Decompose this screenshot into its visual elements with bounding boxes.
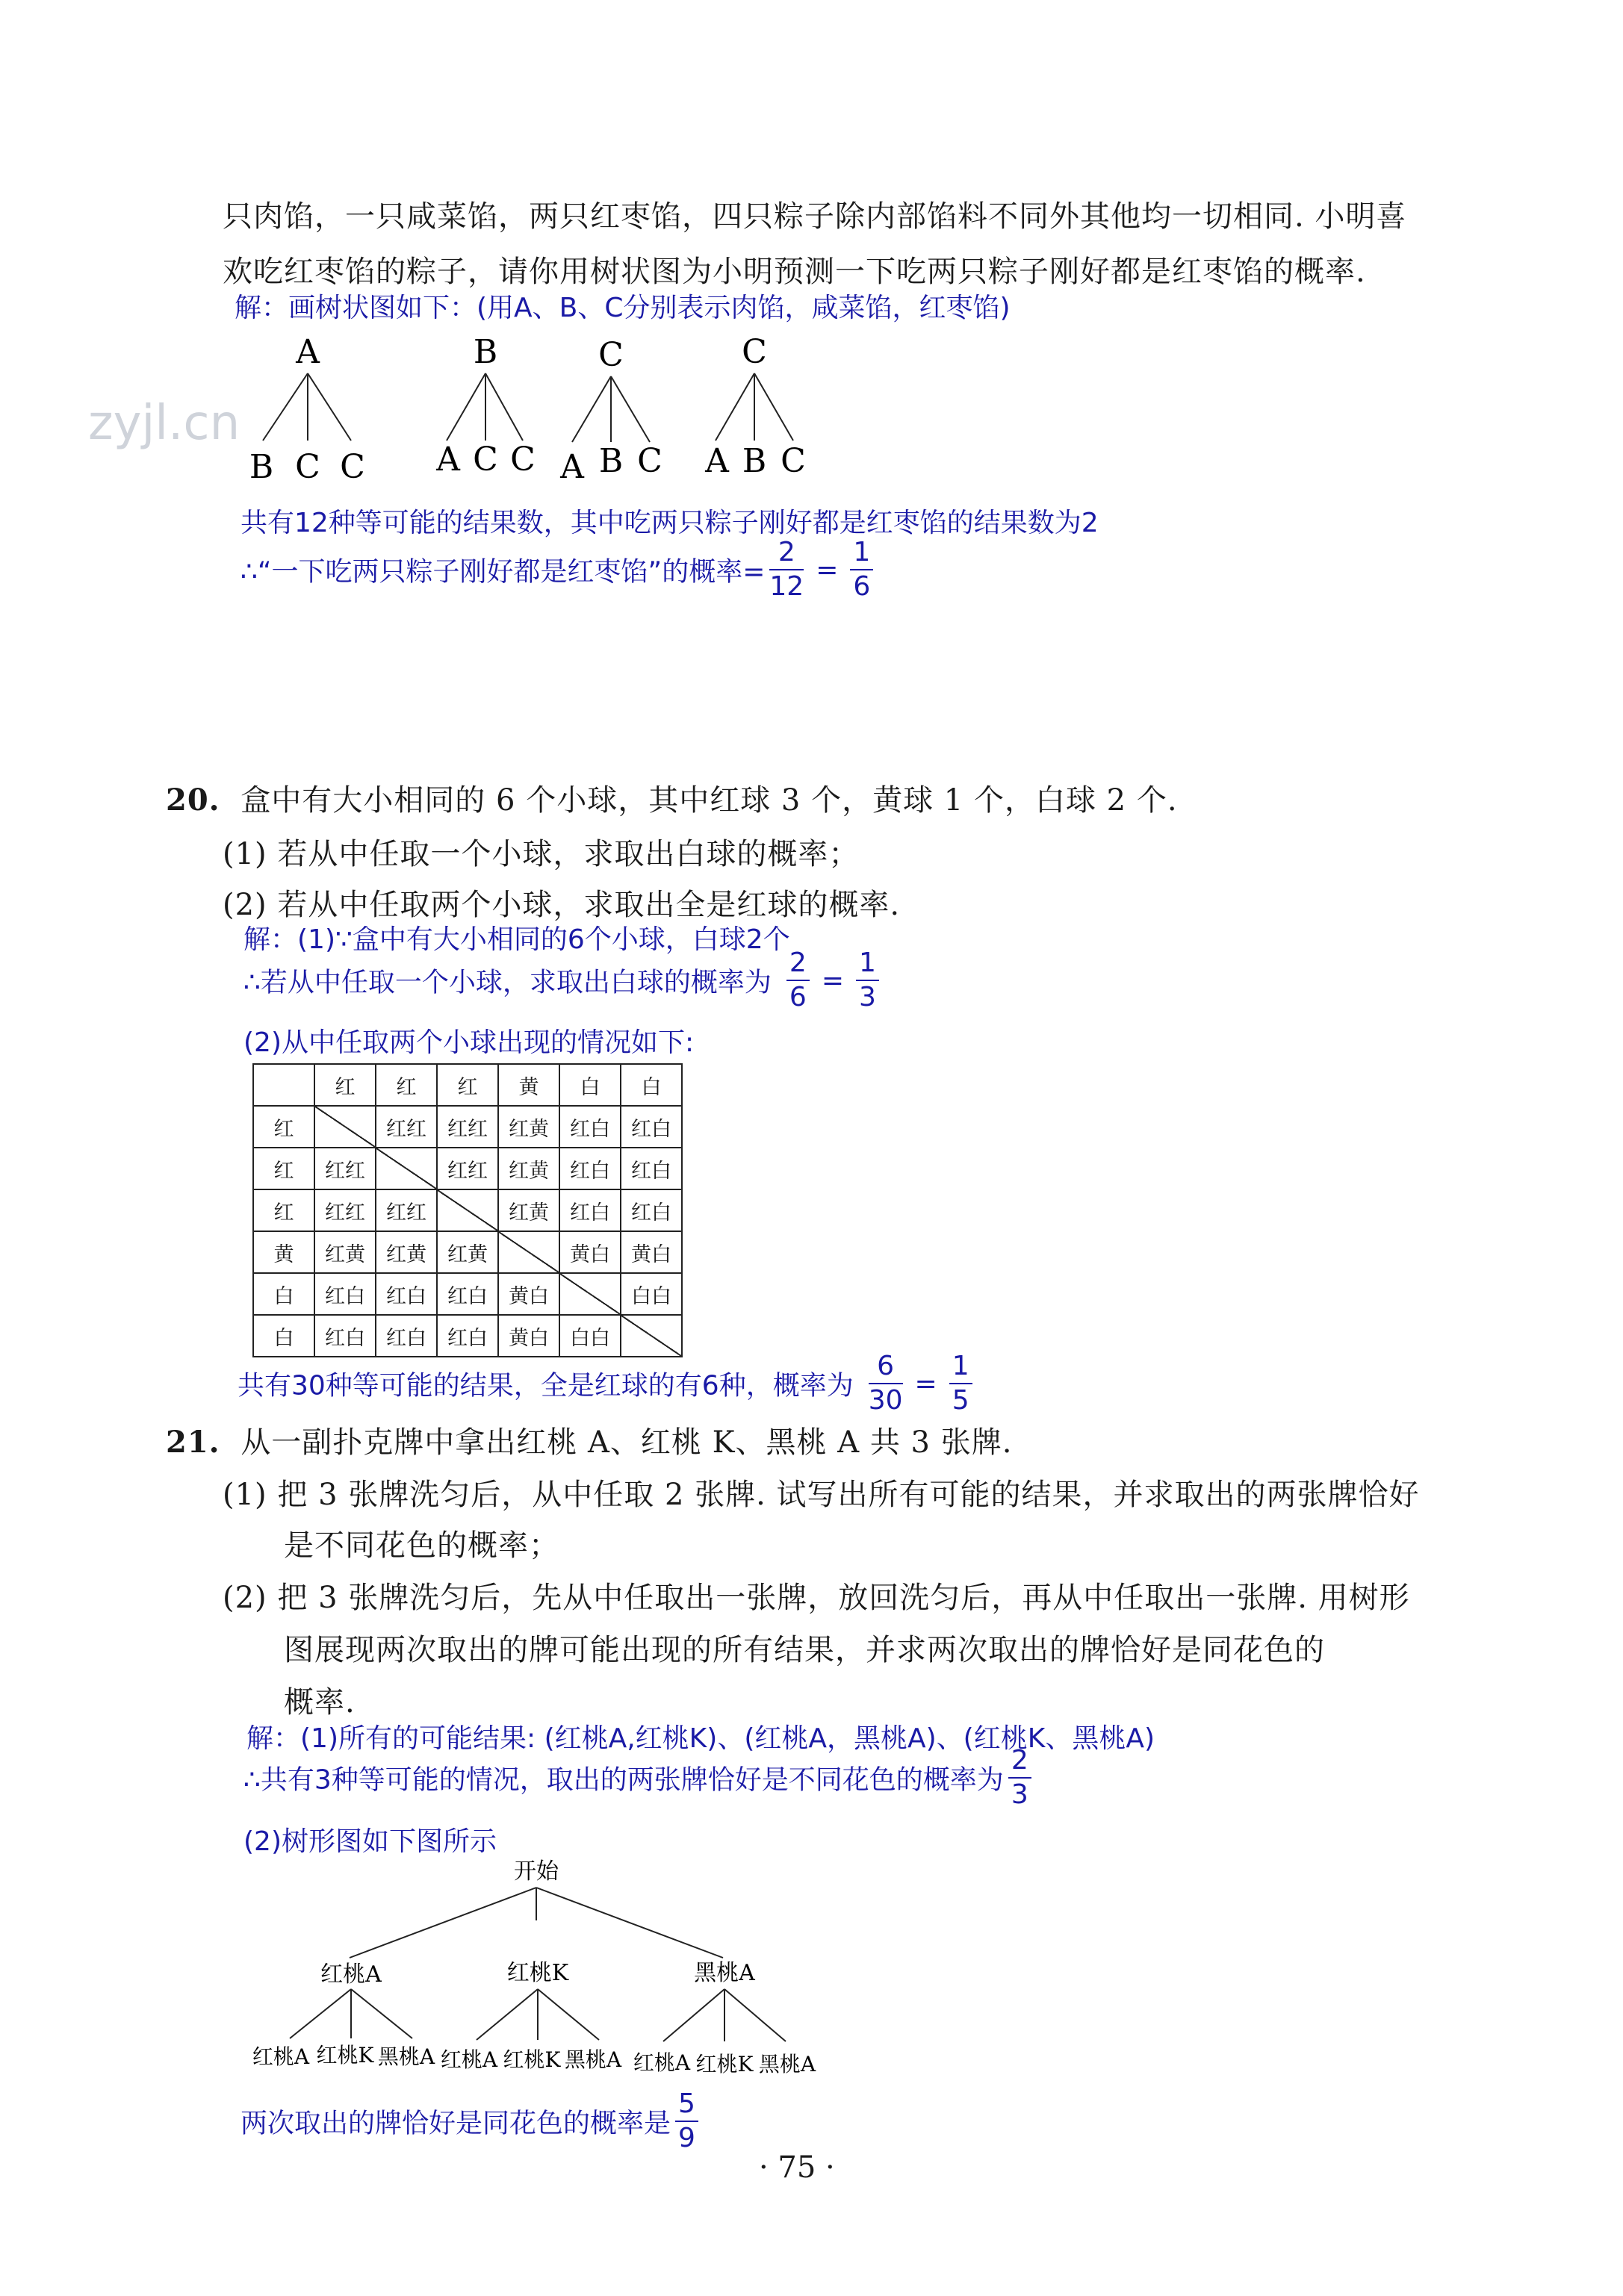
- table-cell: [253, 1064, 314, 1106]
- q21-fraction-2-numerator: 5: [675, 2091, 698, 2122]
- q20-fraction-4: [949, 1353, 972, 1414]
- table-cell: 红白: [621, 1148, 682, 1189]
- q19-fraction-2-denominator: 6: [853, 571, 871, 602]
- tree-4-leaf-2: B: [742, 442, 767, 480]
- table-cell: 白: [253, 1315, 314, 1357]
- q20-equals-2: =: [914, 1368, 937, 1399]
- table-cell: 红黄: [437, 1231, 498, 1273]
- table-cell: 红黄: [498, 1189, 559, 1231]
- q21-fraction-2: [675, 2088, 698, 2153]
- tree-3-leaf-1: A: [560, 448, 584, 486]
- q20-fraction-1-denominator: 6: [789, 982, 807, 1012]
- q19-fraction-2: [850, 539, 873, 600]
- tree-leaf-label: 红桃A: [633, 2050, 691, 2075]
- table-cell: 黄白: [498, 1315, 559, 1357]
- q21-part2-line3: 概率.: [284, 1685, 356, 1720]
- table-cell: 红红: [376, 1189, 437, 1231]
- table-row: [253, 1273, 682, 1315]
- tree-2-leaf-2: C: [473, 441, 498, 479]
- q21-answer-4-text: 两次取出的牌恰好是同花色的概率是: [240, 2108, 671, 2139]
- table-cell: 红白: [621, 1189, 682, 1231]
- q19-answer-line2: 共有12种等可能的结果数，其中吃两只粽子刚好都是红枣馅的结果数为2: [240, 508, 1099, 538]
- q21-stem: [166, 1419, 1012, 1461]
- q20-stem-text: 盒中有大小相同的 6 个小球，其中红球 3 个，黄球 1 个，白球 2 个.: [240, 783, 1178, 818]
- page-number: · 75 ·: [759, 2150, 835, 2185]
- table-cell: 红红: [314, 1189, 376, 1231]
- table-row: [253, 1106, 682, 1148]
- q20-fraction-2-denominator: 3: [858, 982, 876, 1012]
- q19-fraction-1: [769, 539, 804, 600]
- table-cell: 红: [314, 1064, 376, 1106]
- tree-leaf-label: 红桃K: [503, 2047, 561, 2072]
- tree-1-leaf-1: B: [249, 448, 274, 486]
- q21-fraction-1-numerator: 2: [1008, 1747, 1031, 1779]
- tree-1-root: A: [296, 333, 320, 371]
- q19-equals: =: [816, 554, 839, 585]
- tree-leaf-label: 红桃K: [316, 2043, 374, 2068]
- table-cell: 红白: [559, 1148, 621, 1189]
- tree-2-leaf-3: C: [510, 441, 536, 479]
- table-cell: 红: [253, 1189, 314, 1231]
- q20-fraction-1: [786, 950, 810, 1011]
- tree-1-leaf-2: C: [295, 448, 320, 486]
- q20-stem: [166, 777, 1178, 819]
- table-cell: 白白: [621, 1273, 682, 1315]
- tree-4-leaf-1: A: [705, 442, 729, 480]
- table-cell: 红: [253, 1106, 314, 1148]
- q20-fraction-2: [856, 950, 879, 1011]
- tree-3-leaf-3: C: [637, 442, 662, 480]
- q20-answer-2: [243, 950, 884, 1011]
- tree-2-leaf-1: A: [436, 441, 460, 479]
- tree-4-leaf-3: C: [781, 442, 806, 480]
- table-cell: 红: [437, 1064, 498, 1106]
- q20-equals-1: =: [821, 965, 844, 996]
- q20-part1: (1) 若从中任取一个小球，求取出白球的概率；: [223, 837, 860, 871]
- q20-fraction-1-numerator: 2: [786, 950, 810, 981]
- tree-leaf-label: 红桃A: [252, 2044, 310, 2069]
- tree-4: [704, 333, 806, 480]
- table-cell: 红: [376, 1064, 437, 1106]
- q19-fraction-2-numerator: 1: [850, 539, 873, 570]
- table-cell: 红白: [376, 1273, 437, 1315]
- table-cell: 红白: [437, 1273, 498, 1315]
- table-cell-diagonal: [621, 1315, 682, 1357]
- q21-part1-line1: (1) 把 3 张牌洗匀后，从中任取 2 张牌. 试写出所有可能的结果，并求取出的两张牌恰好: [223, 1478, 1420, 1512]
- q19-answer-line3-text: ∴“一下吃两只粽子刚好都是红枣馅”的概率=: [240, 556, 766, 588]
- q21-answer-2: [243, 1747, 1036, 1808]
- table-cell-diagonal: [498, 1231, 559, 1273]
- table-cell: 黄白: [621, 1231, 682, 1273]
- tree-leaf-label: 红桃K: [695, 2052, 754, 2076]
- tree-1-leaf-3: C: [340, 448, 365, 486]
- table-row: [253, 1148, 682, 1189]
- q20-fraction-3-denominator: 30: [868, 1385, 903, 1416]
- q19-answer-intro: 解：画树状图如下：(用A、B、C分别表示肉馅，咸菜馅，红枣馅): [235, 293, 1011, 323]
- q20-fraction-3: [869, 1353, 903, 1414]
- q21-answer-3: (2)树形图如下图所示: [243, 1826, 497, 1857]
- tree-leaf-label: 红桃A: [440, 2047, 498, 2072]
- table-row: [253, 1315, 682, 1357]
- table-cell-diagonal: [376, 1148, 437, 1189]
- q20-number: 20.: [166, 783, 220, 818]
- tree-branch-label: 红桃K: [506, 1960, 569, 1986]
- q21-part2-line1: (2) 把 3 张牌洗匀后，先从中任取出一张牌，放回洗匀后，再从中任取出一张牌. 用树形: [223, 1581, 1410, 1615]
- q20-fraction-4-numerator: 1: [949, 1353, 972, 1384]
- table-header-row: [253, 1064, 682, 1106]
- q19-answer-line3: [240, 539, 878, 600]
- q20-part2: (2) 若从中任取两个小球，求取出全是红球的概率.: [223, 888, 901, 922]
- q20-answer-4-text: 共有30种等可能的结果，全是红球的有6种，概率为: [238, 1370, 854, 1401]
- table-cell: 红红: [376, 1106, 437, 1148]
- table-cell: 黄白: [559, 1231, 621, 1273]
- table-cell: 红黄: [498, 1106, 559, 1148]
- table-cell: 红黄: [498, 1148, 559, 1189]
- q21-part1-line2: 是不同花色的概率；: [284, 1528, 559, 1563]
- table-cell-diagonal: [559, 1273, 621, 1315]
- tree-4-root: C: [742, 333, 767, 371]
- q20-answer-1: 解：(1)∵盒中有大小相同的6个小球，白球2个: [243, 924, 790, 955]
- table-cell: 红白: [621, 1106, 682, 1148]
- q20-outcome-table: [252, 1063, 683, 1357]
- tree-3-leaf-2: B: [598, 442, 624, 480]
- tree-root-label: 开始: [514, 1858, 559, 1885]
- q21-number: 21.: [166, 1425, 220, 1460]
- tree-3-root: C: [598, 336, 624, 374]
- q21-answer-1: 解：(1)所有的可能结果: (红桃A,红桃K)、(红桃A，黑桃A)、(红桃K、黑桃A): [246, 1723, 1155, 1754]
- table-cell: 白: [621, 1064, 682, 1106]
- table-cell: 红: [253, 1148, 314, 1189]
- tree-leaf-label: 黑桃A: [758, 2052, 816, 2076]
- q21-fraction-2-denominator: 9: [678, 2123, 695, 2153]
- q20-answer-2-text: ∴若从中任取一个小球，求取出白球的概率为: [243, 967, 772, 998]
- q20-answer-3: (2)从中任取两个小球出现的情况如下:: [243, 1027, 695, 1058]
- q19-line2: 欢吃红枣馅的粽子，请你用树状图为小明预测一下吃两只粽子刚好都是红枣馅的概率.: [223, 255, 1366, 289]
- tree-2: [435, 333, 536, 479]
- table-cell: 黄白: [498, 1273, 559, 1315]
- q19-tree-diagrams: [239, 329, 837, 493]
- tree-branch-label: 红桃A: [320, 1961, 382, 1988]
- table-cell: 黄: [498, 1064, 559, 1106]
- q20-fraction-4-denominator: 5: [952, 1385, 969, 1416]
- q19-line1: 只肉馅，一只咸菜馅，两只红枣馅，四只粽子除内部馅料不同外其他均一切相同. 小明喜: [223, 199, 1407, 234]
- q19-fraction-1-numerator: 2: [769, 539, 804, 570]
- table-cell: 红红: [437, 1148, 498, 1189]
- tree-2-root: B: [473, 333, 498, 371]
- table-cell: 红白: [437, 1315, 498, 1357]
- table-cell: 红白: [314, 1273, 376, 1315]
- q21-tree-diagram: [239, 1852, 866, 2091]
- table-cell: 黄: [253, 1231, 314, 1273]
- q21-answer-4: [240, 2088, 703, 2153]
- table-cell-diagonal: [437, 1189, 498, 1231]
- table-cell: 红白: [559, 1106, 621, 1148]
- table-cell: 红白: [376, 1315, 437, 1357]
- q20-fraction-3-numerator: 6: [869, 1353, 903, 1384]
- tree-branch-label: 黑桃A: [694, 1960, 755, 1986]
- table-cell: 白: [559, 1064, 621, 1106]
- table-cell: 红白: [559, 1189, 621, 1231]
- table-cell-diagonal: [314, 1106, 376, 1148]
- watermark: zyjl.cn: [88, 396, 240, 451]
- table-row: [253, 1231, 682, 1273]
- q21-fraction-1: [1008, 1747, 1031, 1808]
- q20-fraction-2-numerator: 1: [856, 950, 879, 981]
- table-cell: 红黄: [314, 1231, 376, 1273]
- table-cell: 红红: [314, 1148, 376, 1189]
- tree-leaf-label: 黑桃A: [377, 2044, 435, 2069]
- table-row: [253, 1189, 682, 1231]
- table-cell: 红红: [437, 1106, 498, 1148]
- table-cell: 白: [253, 1273, 314, 1315]
- tree-leaf-label: 黑桃A: [564, 2047, 622, 2072]
- table-cell: 红白: [314, 1315, 376, 1357]
- q19-fraction-1-denominator: 12: [769, 571, 804, 602]
- q21-answer-2-text: ∴共有3种等可能的情况，取出的两张牌恰好是不同花色的概率为: [243, 1764, 1004, 1796]
- table-cell: 红黄: [376, 1231, 437, 1273]
- q21-fraction-1-denominator: 3: [1011, 1779, 1028, 1810]
- q21-part2-line2: 图展现两次取出的牌可能出现的所有结果，并求两次取出的牌恰好是同花色的: [284, 1633, 1325, 1667]
- q21-stem-text: 从一副扑克牌中拿出红桃 A、红桃 K、黑桃 A 共 3 张牌.: [240, 1425, 1013, 1460]
- table-cell: 白白: [559, 1315, 621, 1357]
- tree-3: [559, 336, 662, 486]
- q20-answer-4: [238, 1353, 977, 1414]
- tree-1: [249, 333, 365, 486]
